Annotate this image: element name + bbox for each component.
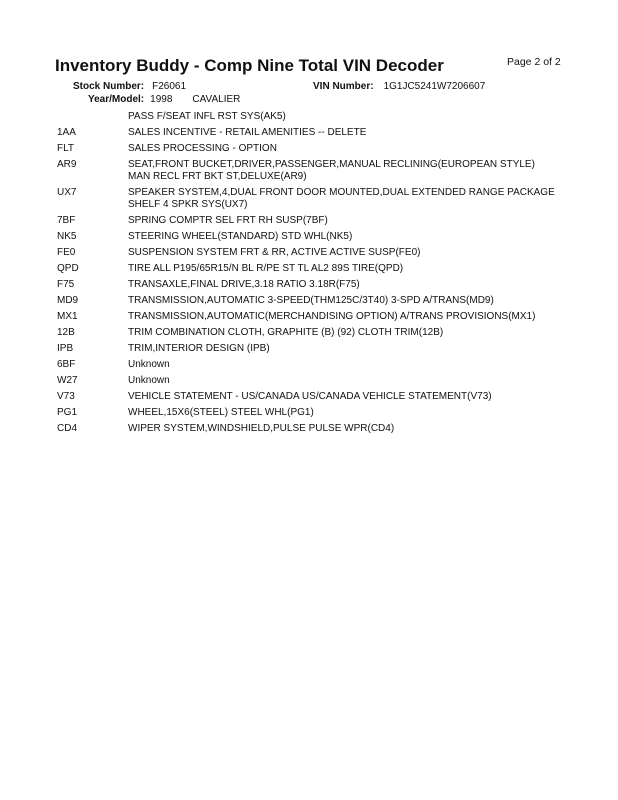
option-description: TRANSAXLE,FINAL DRIVE,3.18 RATIO 3.18R(F75) xyxy=(128,279,360,290)
option-code: FE0 xyxy=(57,247,76,258)
option-code: QPD xyxy=(57,263,79,274)
option-description: SALES INCENTIVE - RETAIL AMENITIES -- DELETE xyxy=(128,127,367,138)
year-value: 1998 xyxy=(150,94,173,105)
year-model-field xyxy=(88,94,240,105)
option-description: SEAT,FRONT BUCKET,DRIVER,PASSENGER,MANUAL RECLINING(EUROPEAN STYLE) MAN RECL FRT BKT ST,DELUXE(AR9) xyxy=(128,159,535,182)
option-description: SPEAKER SYSTEM,4,DUAL FRONT DOOR MOUNTED,DUAL EXTENDED RANGE PACKAGE SHELF 4 SPKR SYS(UX7) xyxy=(128,187,555,210)
page-title: Inventory Buddy - Comp Nine Total VIN Decoder xyxy=(55,56,444,75)
option-code: 7BF xyxy=(57,215,76,226)
option-row xyxy=(0,231,618,243)
option-description: VEHICLE STATEMENT - US/CANADA US/CANADA VEHICLE STATEMENT(V73) xyxy=(128,391,492,402)
year-model-label: Year/Model: xyxy=(88,94,145,105)
option-row xyxy=(0,279,618,291)
stock-number-value: F26061 xyxy=(152,81,187,92)
option-code: 6BF xyxy=(57,359,76,370)
option-description: TRANSMISSION,AUTOMATIC(MERCHANDISING OPTION) A/TRANS PROVISIONS(MX1) xyxy=(128,311,536,322)
option-row xyxy=(0,295,618,307)
option-description: SUSPENSION SYSTEM FRT & RR, ACTIVE ACTIVE SUSP(FE0) xyxy=(128,247,421,258)
option-row xyxy=(0,311,618,323)
option-description: Unknown xyxy=(128,359,170,370)
page-number: Page 2 of 2 xyxy=(507,56,561,68)
option-description: WHEEL,15X6(STEEL) STEEL WHL(PG1) xyxy=(128,407,314,418)
option-row xyxy=(0,187,618,211)
option-description: WIPER SYSTEM,WINDSHIELD,PULSE PULSE WPR(CD4) xyxy=(128,423,395,434)
stock-number-label: Stock Number: xyxy=(73,81,145,92)
option-row xyxy=(0,127,618,139)
option-code: CD4 xyxy=(57,423,78,434)
option-row xyxy=(0,143,618,155)
option-code: V73 xyxy=(57,391,75,402)
option-description: SALES PROCESSING - OPTION xyxy=(128,143,277,154)
option-row xyxy=(0,111,618,123)
option-row xyxy=(0,359,618,371)
option-row xyxy=(0,423,618,435)
option-row xyxy=(0,159,618,183)
stock-number-field xyxy=(73,81,186,92)
option-row xyxy=(0,263,618,275)
option-row xyxy=(0,247,618,259)
option-code: 12B xyxy=(57,327,75,338)
vin-number-field xyxy=(313,81,485,92)
option-description: PASS F/SEAT INFL RST SYS(AK5) xyxy=(128,111,286,122)
option-code: AR9 xyxy=(57,159,77,170)
option-code: MX1 xyxy=(57,311,78,322)
option-description: TRIM,INTERIOR DESIGN (IPB) xyxy=(128,343,270,354)
option-row xyxy=(0,391,618,403)
option-code: F75 xyxy=(57,279,75,290)
model-value: CAVALIER xyxy=(192,94,241,105)
option-code: UX7 xyxy=(57,187,77,198)
option-code: NK5 xyxy=(57,231,77,242)
option-description: SPRING COMPTR SEL FRT RH SUSP(7BF) xyxy=(128,215,328,226)
option-description: STEERING WHEEL(STANDARD) STD WHL(NK5) xyxy=(128,231,353,242)
option-description: Unknown xyxy=(128,375,170,386)
option-description: TRANSMISSION,AUTOMATIC 3-SPEED(THM125C/3T40) 3-SPD A/TRANS(MD9) xyxy=(128,295,494,306)
option-description: TIRE ALL P195/65R15/N BL R/PE ST TL AL2 89S TIRE(QPD) xyxy=(128,263,404,274)
vin-number-label: VIN Number: xyxy=(313,81,374,92)
option-row xyxy=(0,407,618,419)
option-code: PG1 xyxy=(57,407,78,418)
option-row xyxy=(0,343,618,355)
option-code: W27 xyxy=(57,375,78,386)
option-code: FLT xyxy=(57,143,75,154)
option-code-list xyxy=(0,111,618,439)
vin-number-value: 1G1JC5241W7206607 xyxy=(383,81,486,92)
option-row xyxy=(0,375,618,387)
option-code: 1AA xyxy=(57,127,76,138)
option-code: MD9 xyxy=(57,295,79,306)
option-row xyxy=(0,215,618,227)
option-code: IPB xyxy=(57,343,74,354)
option-description: TRIM COMBINATION CLOTH, GRAPHITE (B) (92) CLOTH TRIM(12B) xyxy=(128,327,444,338)
option-row xyxy=(0,327,618,339)
